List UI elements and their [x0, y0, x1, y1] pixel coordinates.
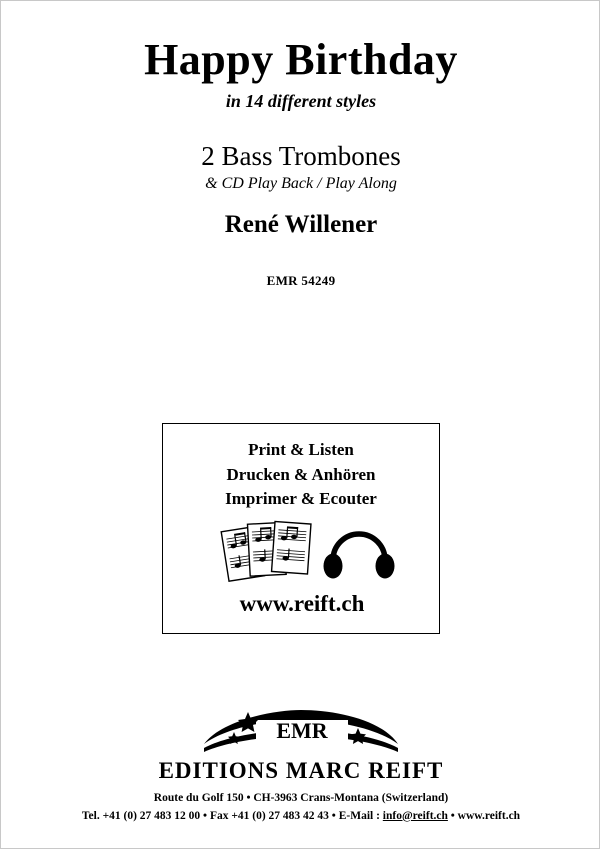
composer-name: René Willener — [224, 211, 378, 238]
instrumentation: 2 Bass Trombones — [201, 141, 401, 171]
publisher-logo — [1, 706, 600, 761]
page-subtitle: in 14 different styles — [225, 91, 377, 112]
promo-line-german: Drucken & Anhören — [226, 464, 376, 484]
instrumentation-note: & CD Play Back / Play Along — [205, 175, 397, 192]
promo-url[interactable]: www.reift.ch — [239, 591, 365, 616]
headphones-icon — [324, 534, 395, 579]
address-line: Route du Golf 150 • CH-3963 Crans-Montana (Switzerland) — [153, 792, 449, 804]
promo-line-french: Imprimer & Ecouter — [225, 489, 377, 509]
promo-line-english: Print & Listen — [248, 440, 354, 459]
title-block — [1, 37, 600, 112]
svg-text:EMR: EMR — [276, 718, 328, 743]
publisher-contact — [1, 790, 600, 824]
catalog-number: EMR 54249 — [266, 273, 336, 288]
page-title: Happy Birthday — [144, 35, 458, 84]
promo-text — [163, 438, 439, 512]
contact-prefix: Tel. +41 (0) 27 483 12 00 • Fax +41 (0) 27 483 42 43 • E-Mail : — [81, 809, 383, 822]
promo-artwork — [163, 516, 441, 588]
email-link[interactable]: info@reift.ch — [382, 809, 448, 822]
sheet-music-icon — [221, 522, 311, 582]
publisher-name: EDITIONS MARC REIFT — [158, 758, 444, 783]
promo-box — [162, 423, 440, 634]
contact-suffix: • www.reift.ch — [447, 809, 521, 822]
contact-line — [1, 808, 600, 825]
